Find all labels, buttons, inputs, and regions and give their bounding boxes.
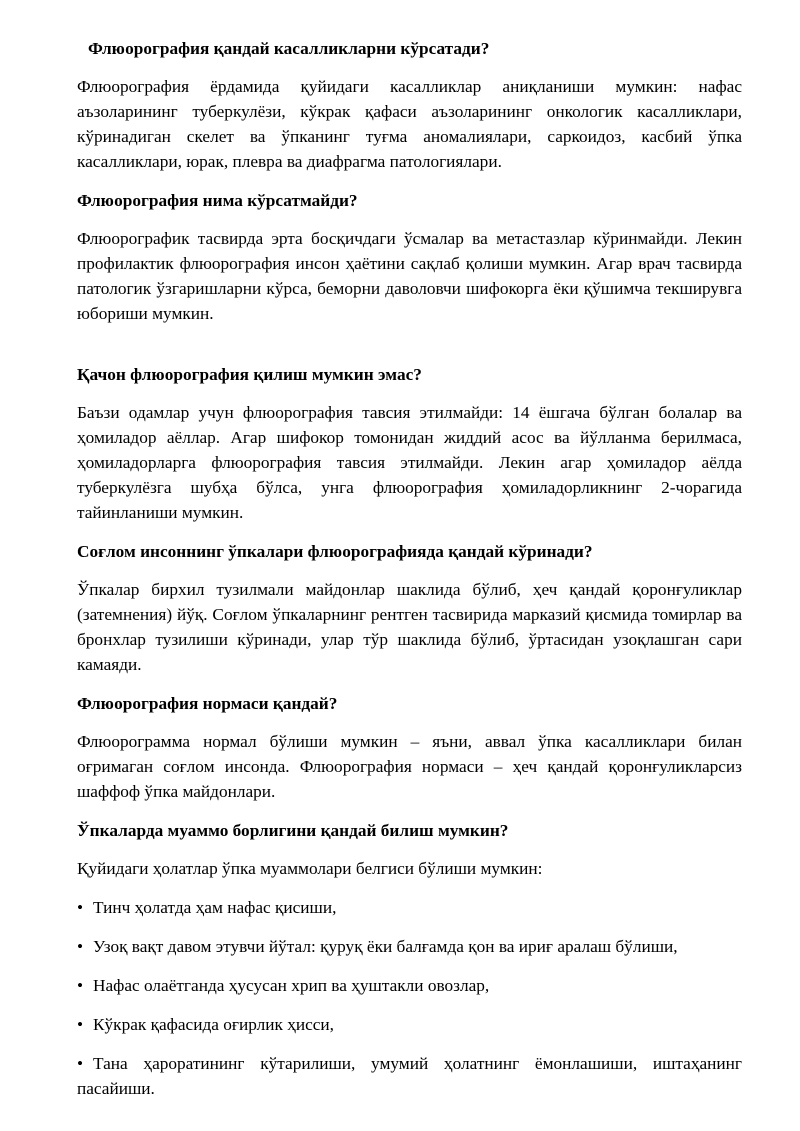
- bullet-icon: •: [77, 937, 84, 956]
- section-paragraph: Қуйидаги ҳолатлар ўпка муаммолари белгиси бўлиши мумкин:: [77, 859, 543, 878]
- bullet-list-item: [77, 895, 742, 920]
- section-heading: Флюорография қандай касалликларни кўрсатади?: [88, 39, 490, 58]
- bullet-icon: •: [77, 898, 84, 917]
- section-heading: Ўпкаларда муаммо борлигини қандай билиш мумкин?: [77, 821, 509, 840]
- section-paragraph: Флюорографик тасвирда эрта босқичдаги ўсмалар ва метастазлар кўринмайди. Лекин профилактик флюорография инсон ҳаётини сақлаб қолиши мумкин. Агар врач тасвирда патологик ўзгаришларни кўрса, беморни даволовчи шифокорга ёки қўшимча текширувга юбориши мумкин.: [77, 229, 742, 323]
- section-heading: Флюорография нормаси қандай?: [77, 694, 338, 713]
- bullet-text: Тана ҳароратининг кўтарилиши, умумий ҳолатнинг ёмонлашиши, иштаҳанинг пасайиши.: [77, 1054, 742, 1098]
- section-heading: Соғлом инсоннинг ўпкалари флюорографияда қандай кўринади?: [77, 542, 593, 561]
- bullet-icon: •: [77, 976, 84, 995]
- section-paragraph: Флюорография ёрдамида қуйидаги касалликлар аниқланиши мумкин: нафас аъзоларининг туберкулёзи, кўкрак қафаси аъзоларининг онкологик касалликлари, кўринадиган скелет ва ўпканинг туғма аномалиялари, саркоидоз, касбий ўпка касалликлари, юрак, плевра ва диафрагма патологиялари.: [77, 77, 742, 171]
- bullet-text: Нафас олаётганда ҳусусан хрип ва ҳуштакли овозлар,: [93, 976, 490, 995]
- bullet-icon: •: [77, 1015, 84, 1034]
- section-paragraph: Баъзи одамлар учун флюорография тавсия этилмайди: 14 ёшгача бўлган болалар ва ҳомиладор аёллар. Агар шифокор томонидан жиддий асос ва йўлланма берилмаса, ҳомиладорларга флюорография тавсия этилмайди. Лекин агар ҳомиладор аёлда туберкулёзга шубҳа бўлса, унга флюорография ҳомиладорликнинг 2-чорагида тайинланиши мумкин.: [77, 403, 742, 522]
- section-heading: Қачон флюорография қилиш мумкин эмас?: [77, 365, 422, 384]
- bullet-list-item: [77, 1012, 742, 1037]
- section-paragraph: Ўпкалар бирхил тузилмали майдонлар шаклида бўлиб, ҳеч қандай қоронғуликлар (затемнения) йўқ. Соғлом ўпкаларнинг рентген тасвирида марказий қисмида томирлар ва бронхлар тузилиши кўринади, улар тўр шаклида бўлиб, ўртасидан узоқлашган сари камаяди.: [77, 580, 742, 674]
- bullet-text: Кўкрак қафасида оғирлик ҳисси,: [93, 1015, 335, 1034]
- bullet-icon: •: [77, 1054, 84, 1073]
- bullet-text: Тинч ҳолатда ҳам нафас қисиши,: [93, 898, 337, 917]
- bullet-list-item: [77, 934, 742, 959]
- bullet-list-item: [77, 1051, 742, 1101]
- section-paragraph: Флюорограмма нормал бўлиши мумкин – яъни, аввал ўпка касалликлари билан оғримаган соғлом инсонда. Флюорография нормаси – ҳеч қандай қоронғуликларсиз шаффоф ўпка майдонлари.: [77, 732, 742, 801]
- bullet-list-item: [77, 973, 742, 998]
- section-heading: Флюорография нима кўрсатмайди?: [77, 191, 358, 210]
- bullet-text: Узоқ вақт давом этувчи йўтал: қуруқ ёки балғамда қон ва ириғ аралаш бўлиши,: [93, 937, 678, 956]
